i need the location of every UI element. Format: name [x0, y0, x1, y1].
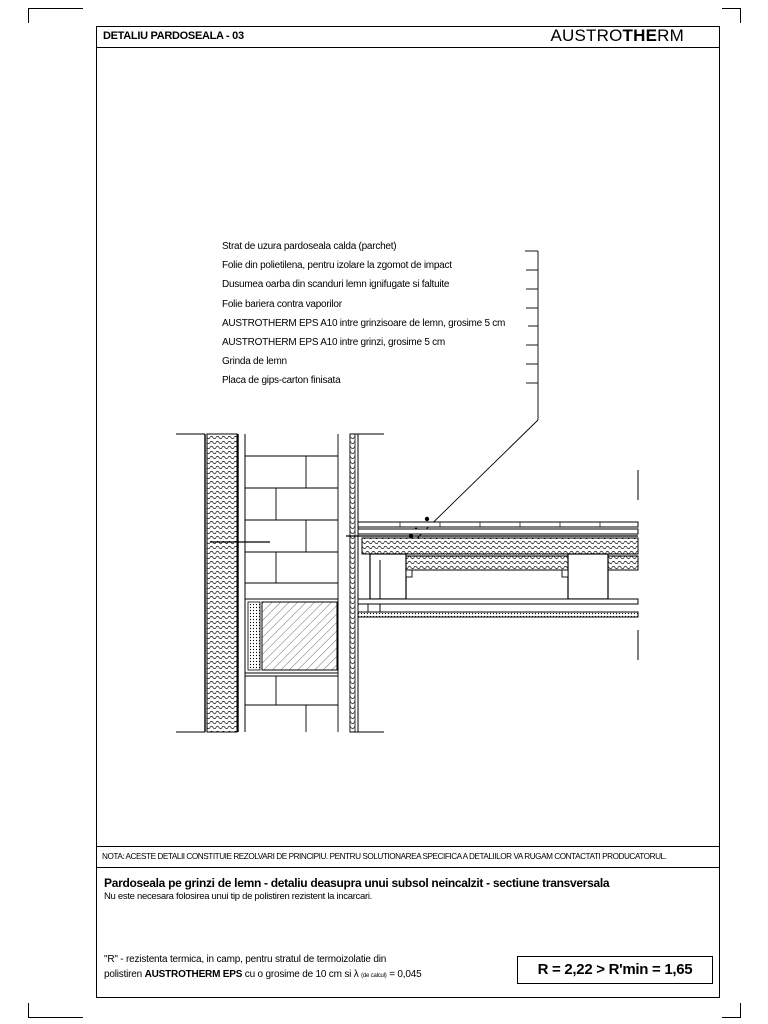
brand-logo: AUSTROTHERM [550, 26, 684, 45]
r-desc-line-2: polistiren AUSTROTHERM EPS cu o grosime de 10 cm si λ (de calcul) = 0,045 [104, 969, 422, 980]
disclaimer-text: NOTA: ACESTE DETALII CONSTITUIE REZOLVARI DE PRINCIPIU. PENTRU SOLUTIONAREA SPECIFICA A DETALIILOR VA RUGAM CONTACTATI PRODUCATORUL. [102, 852, 667, 861]
legend-item: Dusumea oarba din scanduri lemn ignifugate si faltuite [222, 279, 450, 291]
section-subtitle: Nu este necesara folosirea unui tip de polistiren rezistent la incarcari. [104, 891, 372, 902]
floor-section [346, 470, 638, 660]
legend-item: AUSTROTHERM EPS A10 intre grinzisoare de lemn, grosime 5 cm [222, 317, 506, 329]
wall-section [176, 434, 384, 732]
disclaimer-note [96, 846, 720, 868]
legend-item: Grinda de lemn [222, 356, 287, 368]
thermal-resistance-description [104, 952, 421, 984]
leader-lines [407, 251, 538, 548]
r-desc-line-1: "R" - rezistenta termica, in camp, pentru stratul de termoizolatie din [104, 954, 387, 965]
legend-item: Folie bariera contra vaporilor [222, 298, 342, 310]
detail-title: DETALIU PARDOSEALA - 03 [103, 30, 244, 42]
legend-item: Folie din polietilena, pentru izolare la zgomot de impact [222, 260, 452, 272]
section-title: Pardoseala pe grinzi de lemn - detaliu deasupra unui subsol neincalzit - sectiune transversala [104, 876, 610, 890]
legend-item: Placa de gips-carton finisata [222, 375, 341, 387]
legend-item: AUSTROTHERM EPS A10 intre grinzi, grosime 5 cm [222, 336, 446, 348]
thermal-resistance-value: R = 2,22 > R'min = 1,65 [517, 956, 713, 984]
legend-item: Strat de uzura pardoseala calda (parchet) [222, 241, 397, 252]
